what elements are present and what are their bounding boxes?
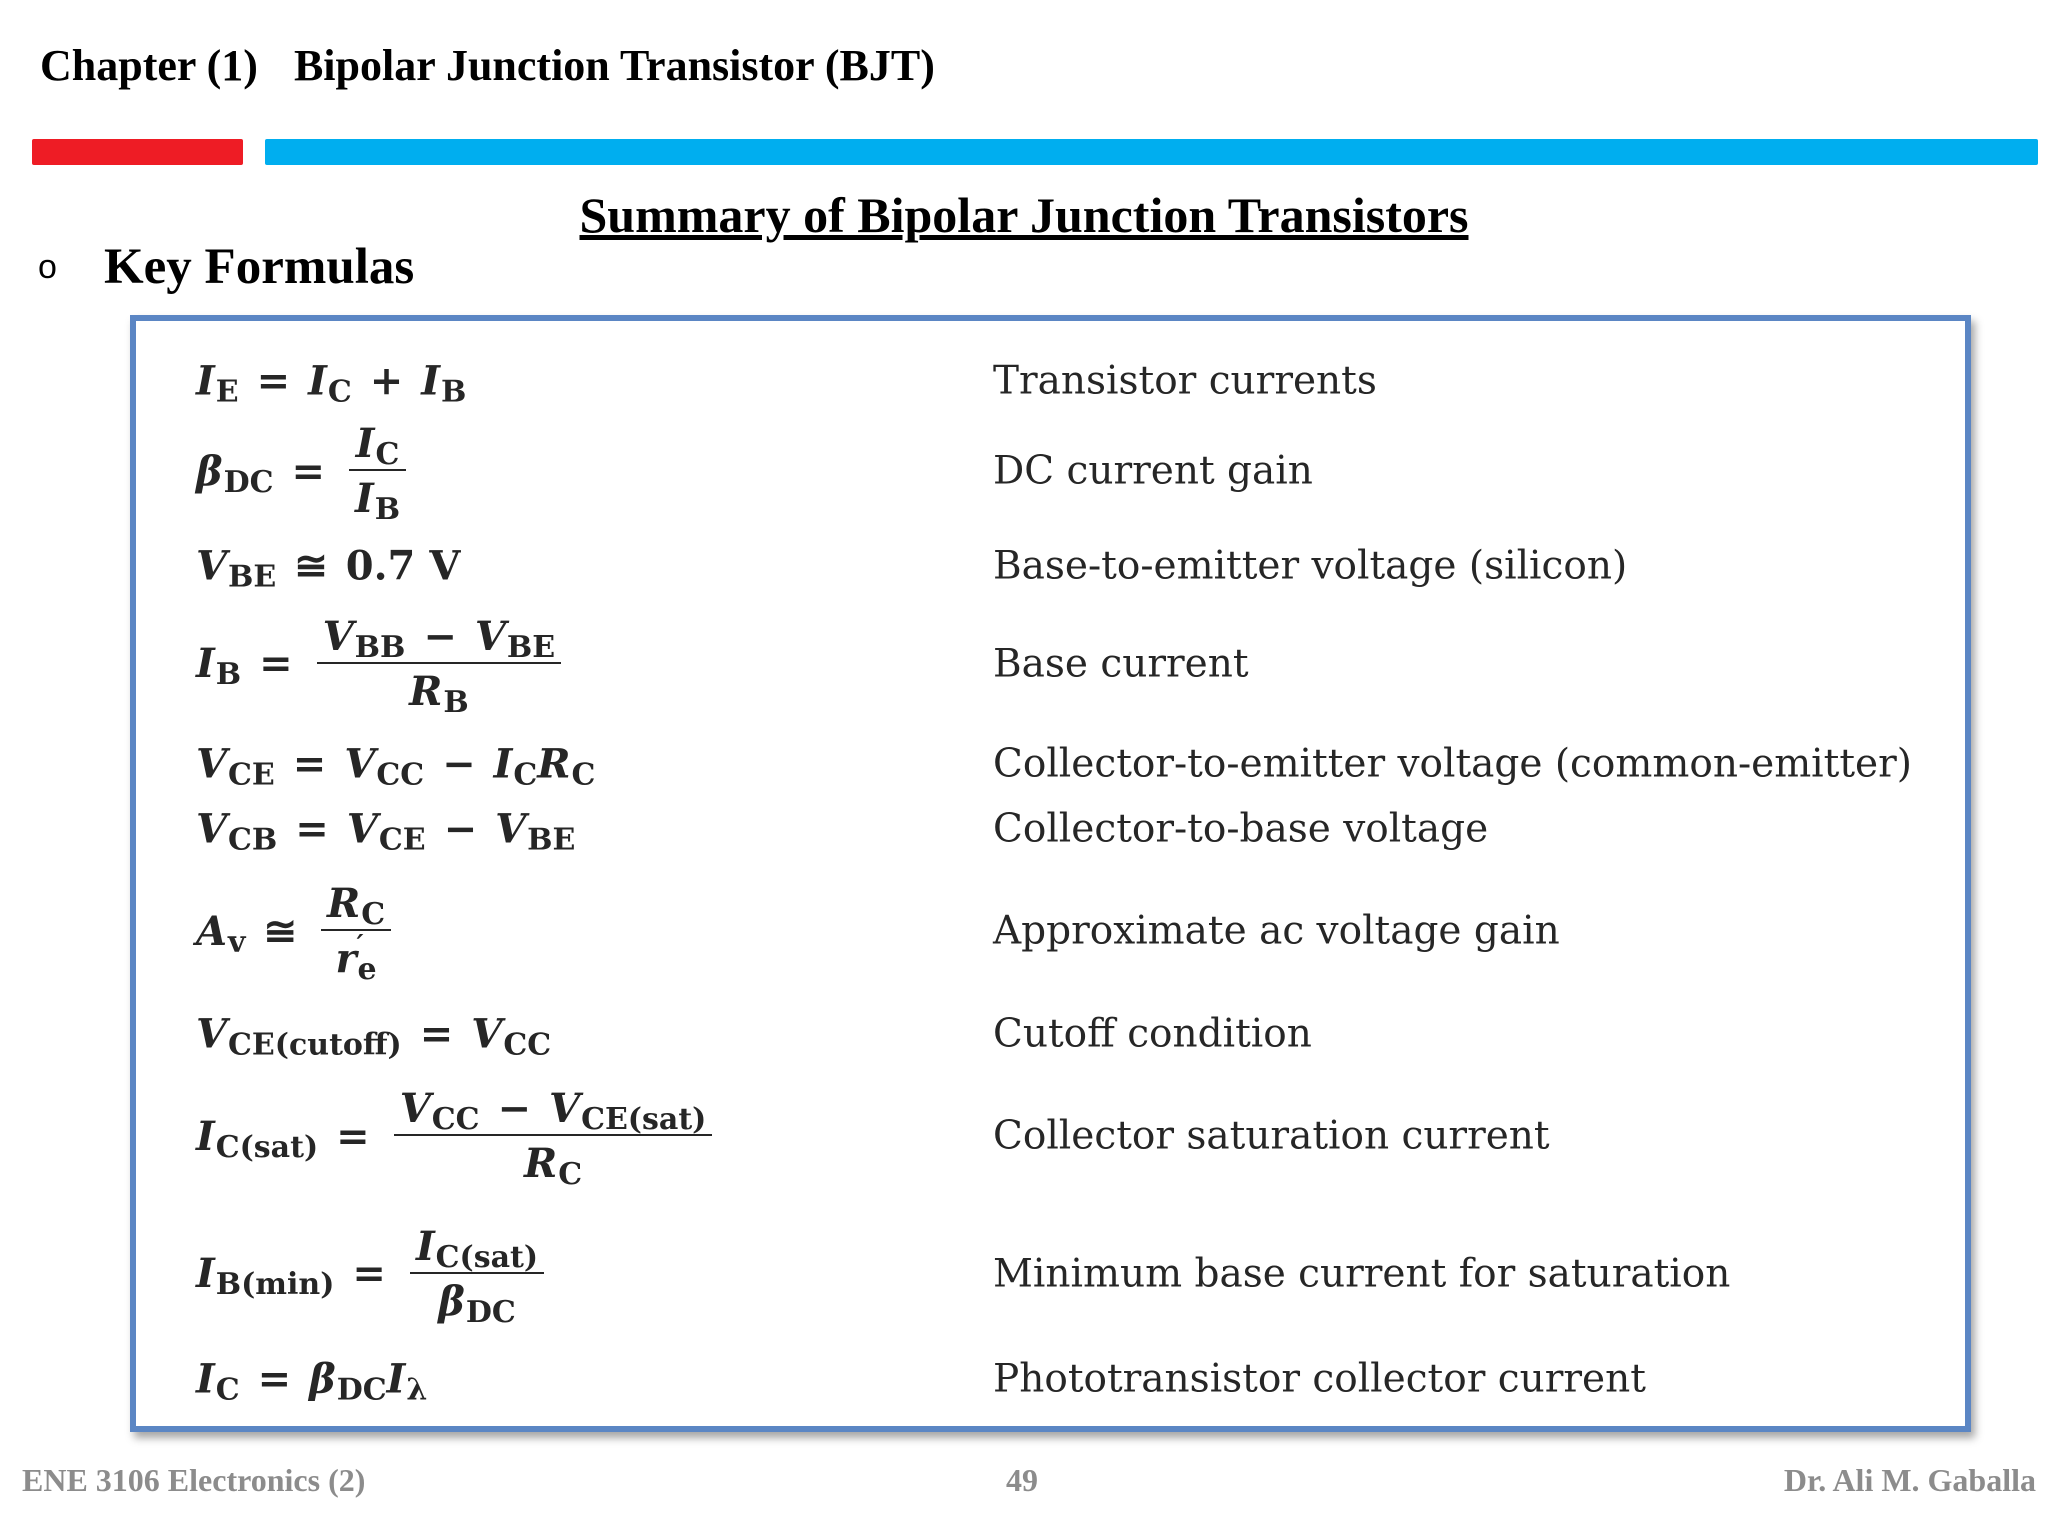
formula-row — [136, 1071, 1965, 1201]
formula-row — [136, 1346, 1965, 1411]
formula-equation: A v ≅ R C r ′ e — [196, 880, 397, 982]
formula-row — [136, 346, 1965, 416]
bullet-marker: o — [38, 247, 57, 286]
chapter-number: Chapter (1) — [40, 41, 258, 90]
chapter-title — [40, 40, 935, 91]
formula-row — [136, 606, 1965, 721]
footer-author: Dr. Ali M. Gaballa — [1783, 1462, 2036, 1498]
formula-description: Collector saturation current — [993, 1113, 1550, 1159]
formula-description: Minimum base current for saturation — [993, 1251, 1731, 1296]
formula-row — [136, 871, 1965, 991]
slide-title: Summary of Bipolar Junction Transistors — [579, 187, 1469, 243]
formula-description: Phototransistor collector current — [993, 1356, 1646, 1401]
formula-description: Base-to-emitter voltage (silicon) — [993, 543, 1628, 589]
formula-row — [136, 796, 1965, 861]
formula-description: Collector-to-emitter voltage (common-emitter) — [993, 741, 1912, 786]
formula-equation: V CE(cutoff) = V CC — [196, 1010, 552, 1062]
formula-equation: V CE = V CC − I C R C — [196, 740, 596, 792]
bullet-item — [38, 238, 414, 296]
red-accent-bar — [32, 139, 243, 165]
formula-description: Collector-to-base voltage — [993, 806, 1489, 851]
formula-equation: I C(sat) = V CC − V CE(sat) R C — [196, 1085, 718, 1187]
formula-equation: I C = β DC I λ — [196, 1355, 428, 1407]
formula-equation: β DC = I C I B — [196, 420, 412, 522]
formula-row — [136, 1211, 1965, 1336]
key-formulas-box — [130, 315, 1971, 1432]
bullet-text: Key Formulas — [104, 239, 415, 295]
formula-description: Base current — [993, 641, 1249, 686]
formula-equation: V BE ≅ 0.7 V — [196, 542, 461, 595]
formula-equation: I B = V BB − V BE R B — [196, 613, 567, 715]
formula-row — [136, 526, 1965, 606]
formula-equation: I B(min) = I C(sat) β DC — [196, 1223, 550, 1325]
blue-accent-bar — [265, 139, 2038, 165]
formula-row — [136, 1001, 1965, 1066]
formula-row — [136, 731, 1965, 796]
formula-description: DC current gain — [993, 448, 1313, 494]
footer-page-number: 49 — [1006, 1462, 1038, 1498]
formula-description: Transistor currents — [993, 358, 1377, 404]
formula-equation: I E = I C + I B — [196, 357, 467, 410]
chapter-name: Bipolar Junction Transistor (BJT) — [293, 41, 935, 90]
formula-row — [136, 416, 1965, 526]
formula-description: Cutoff condition — [993, 1011, 1312, 1056]
footer-course: ENE 3106 Electronics (2) — [22, 1462, 366, 1498]
formula-equation: V CB = V CE − V BE — [196, 805, 576, 857]
formula-description: Approximate ac voltage gain — [993, 908, 1560, 954]
